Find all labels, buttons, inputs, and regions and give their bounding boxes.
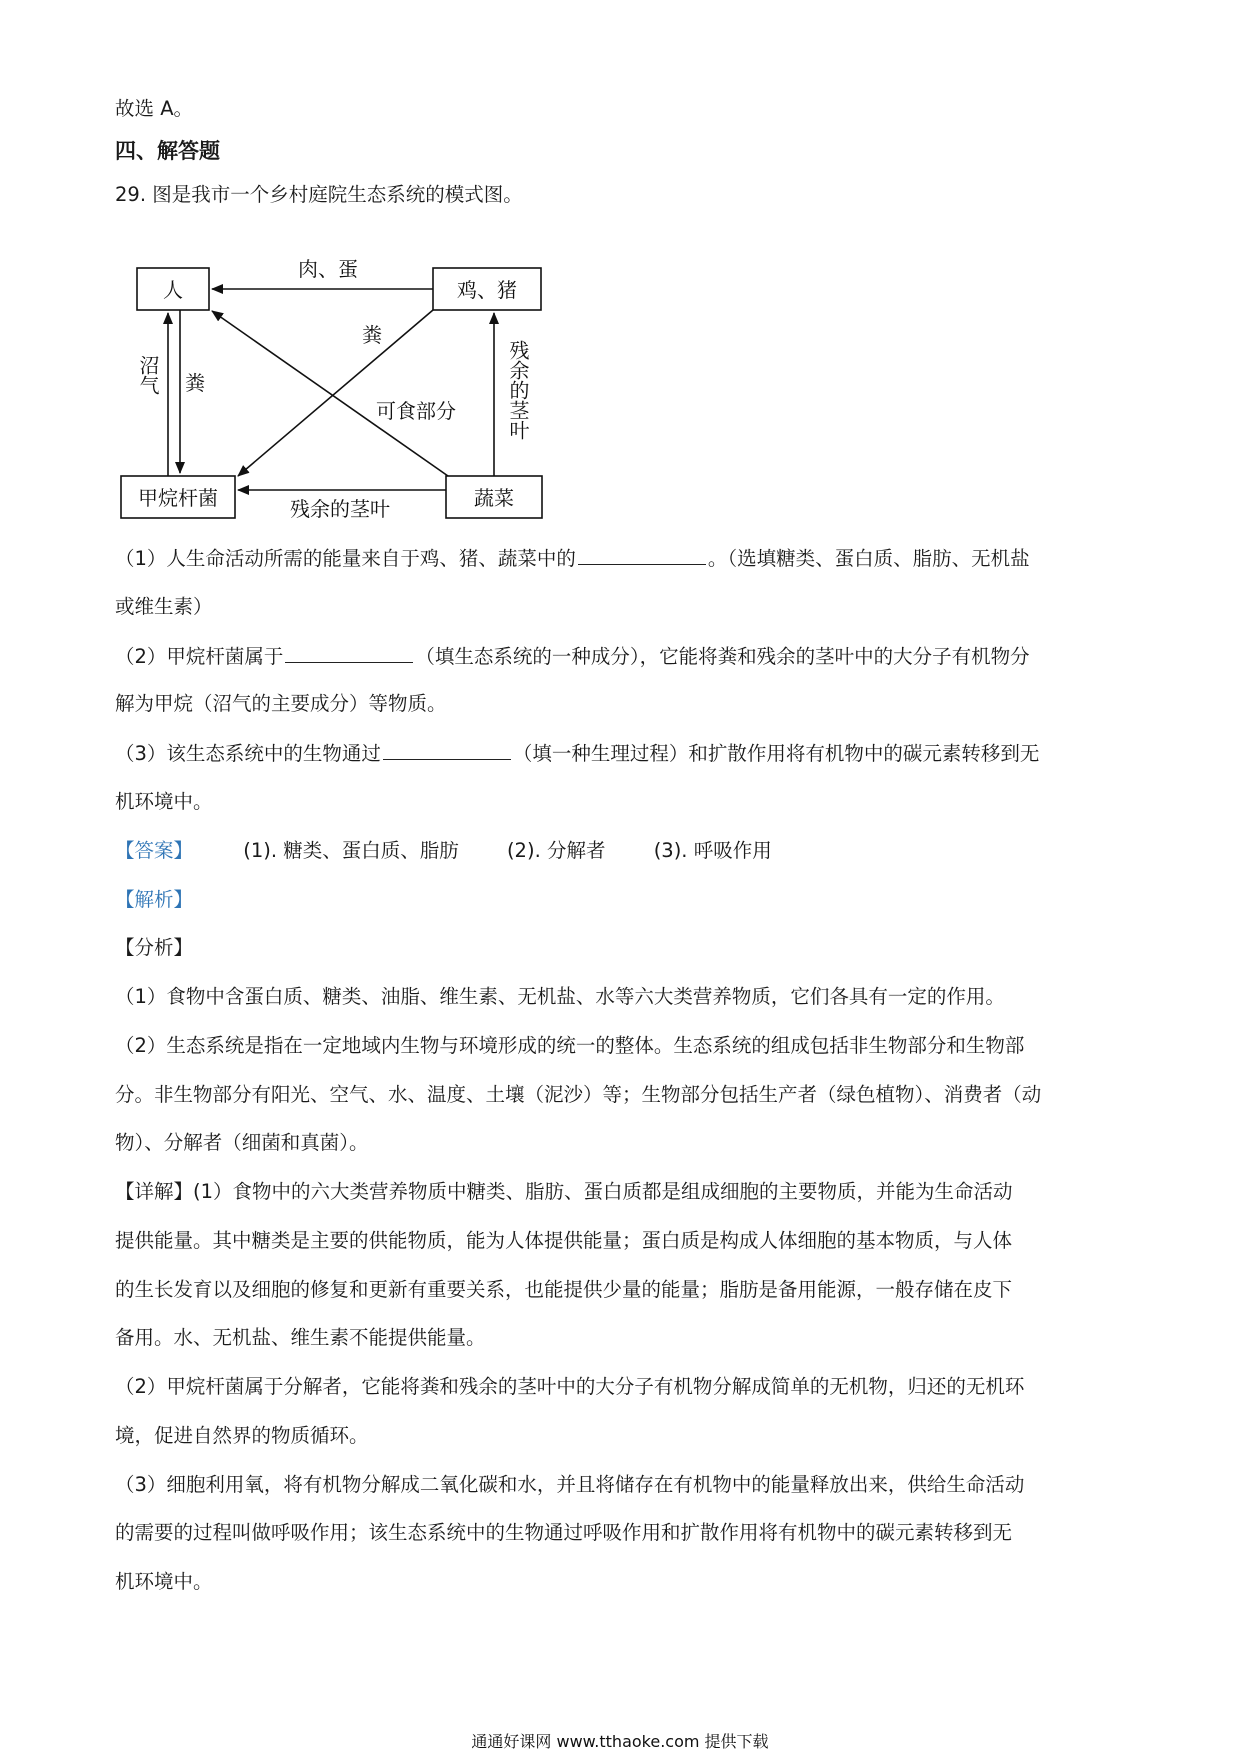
q1-text-b: 。（选填糖类、蛋白质、脂肪、无机盐 (707, 547, 1030, 570)
page-footer: 通通好课网 www.tthaoke.com 提供下载 (471, 1732, 769, 1751)
top-line: 故选 A。 (115, 97, 194, 120)
node-bacteria-label: 甲烷杆菌 (138, 486, 218, 510)
detail-line-7: （3）细胞利用氧，将有机物分解成二氧化碳和水，并且将储存在有机物中的能量释放出来，供给生命活动 (115, 1473, 1025, 1496)
fenxi-line-3: 分。非生物部分有阳光、空气、水、温度、土壤（泥沙）等；生物部分包括生产者（绿色植物）、消费者（动 (115, 1083, 1042, 1106)
label-edible-part: 可食部分 (376, 399, 456, 423)
q3-line-1 (115, 741, 1039, 766)
q2-blank[interactable] (285, 644, 413, 663)
q2-text-a: （2）甲烷杆菌属于 (115, 645, 284, 668)
q1-text-a: （1）人生命活动所需的能量来自于鸡、猪、蔬菜中的 (115, 547, 576, 570)
node-chicken-pig-label: 鸡、猪 (457, 278, 517, 302)
arrow-dung-diagonal (238, 310, 433, 476)
label-meat-egg: 肉、蛋 (298, 257, 358, 281)
q2-line-2: 解为甲烷（沼气的主要成分）等物质。 (115, 692, 447, 715)
detail-line-1 (115, 1180, 1013, 1204)
q2-line-1 (115, 644, 1030, 669)
node-person-label: 人 (163, 278, 183, 302)
q3-line-2: 机环境中。 (115, 790, 213, 813)
answer-line (115, 839, 772, 863)
detail-line-3: 的生长发育以及细胞的修复和更新有重要关系，也能提供少量的能量；脂肪是备用能源，一般存储在皮下 (115, 1278, 1013, 1301)
q3-blank[interactable] (383, 741, 511, 760)
detail-line-8: 的需要的过程叫做呼吸作用；该生态系统中的生物通过呼吸作用和扩散作用将有机物中的碳元素转移到无 (115, 1521, 1013, 1544)
q3-text-b: （填一种生理过程）和扩散作用将有机物中的碳元素转移到无 (512, 742, 1040, 765)
fenxi-line-1: （1）食物中含蛋白质、糖类、油脂、维生素、无机盐、水等六大类营养物质，它们各具有一定的作用。 (115, 985, 1005, 1008)
q2-text-b: （填生态系统的一种成分），它能将粪和残余的茎叶中的大分子有机物分 (415, 645, 1030, 668)
detail-line-6: 境，促进自然界的物质循环。 (115, 1424, 369, 1447)
q1-line-1 (115, 546, 1030, 571)
detail-line-5: （2）甲烷杆菌属于分解者，它能将粪和残余的茎叶中的大分子有机物分解成简单的无机物，归还的无机环 (115, 1375, 1025, 1398)
label-residue-bottom: 残余的茎叶 (290, 497, 390, 521)
label-dung-diagonal: 粪 (362, 323, 382, 347)
answer-3: (3). 呼吸作用 (653, 839, 772, 862)
q3-text-a: （3）该生态系统中的生物通过 (115, 742, 381, 765)
detail-first-text: (1）食物中的六大类营养物质中糖类、脂肪、蛋白质都是组成细胞的主要物质，并能为生命活动 (193, 1180, 1013, 1203)
node-vegetables-label: 蔬菜 (474, 486, 514, 510)
label-residue-right: 残余的茎叶 (506, 340, 530, 440)
fenxi-line-2: （2）生态系统是指在一定地域内生物与环境形成的统一的整体。生态系统的组成包括非生物部分和生物部 (115, 1034, 1025, 1057)
detail-label: 【详解】 (115, 1180, 194, 1203)
answer-1: (1). 糖类、蛋白质、脂肪 (243, 839, 459, 862)
section-heading: 四、解答题 (115, 139, 220, 163)
arrow-edible-part (212, 311, 448, 476)
detail-line-2: 提供能量。其中糖类是主要的供能物质，能为人体提供能量；蛋白质是构成人体细胞的基本物质，与人体 (115, 1229, 1013, 1252)
question-title: 29. 图是我市一个乡村庭院生态系统的模式图。 (115, 183, 523, 206)
label-biogas: 沼气 (136, 355, 160, 395)
label-dung-left: 粪 (185, 371, 205, 395)
fenxi-label: 【分析】 (115, 936, 194, 959)
detail-line-9: 机环境中。 (115, 1570, 213, 1593)
answer-2: (2). 分解者 (506, 839, 606, 862)
q1-line-2: 或维生素） (115, 595, 213, 618)
q1-blank[interactable] (578, 546, 706, 565)
analysis-label: 【解析】 (115, 888, 194, 911)
fenxi-line-4: 物）、分解者（细菌和真菌）。 (115, 1131, 369, 1154)
detail-line-4: 备用。水、无机盐、维生素不能提供能量。 (115, 1326, 486, 1349)
answer-label: 【答案】 (115, 839, 194, 862)
